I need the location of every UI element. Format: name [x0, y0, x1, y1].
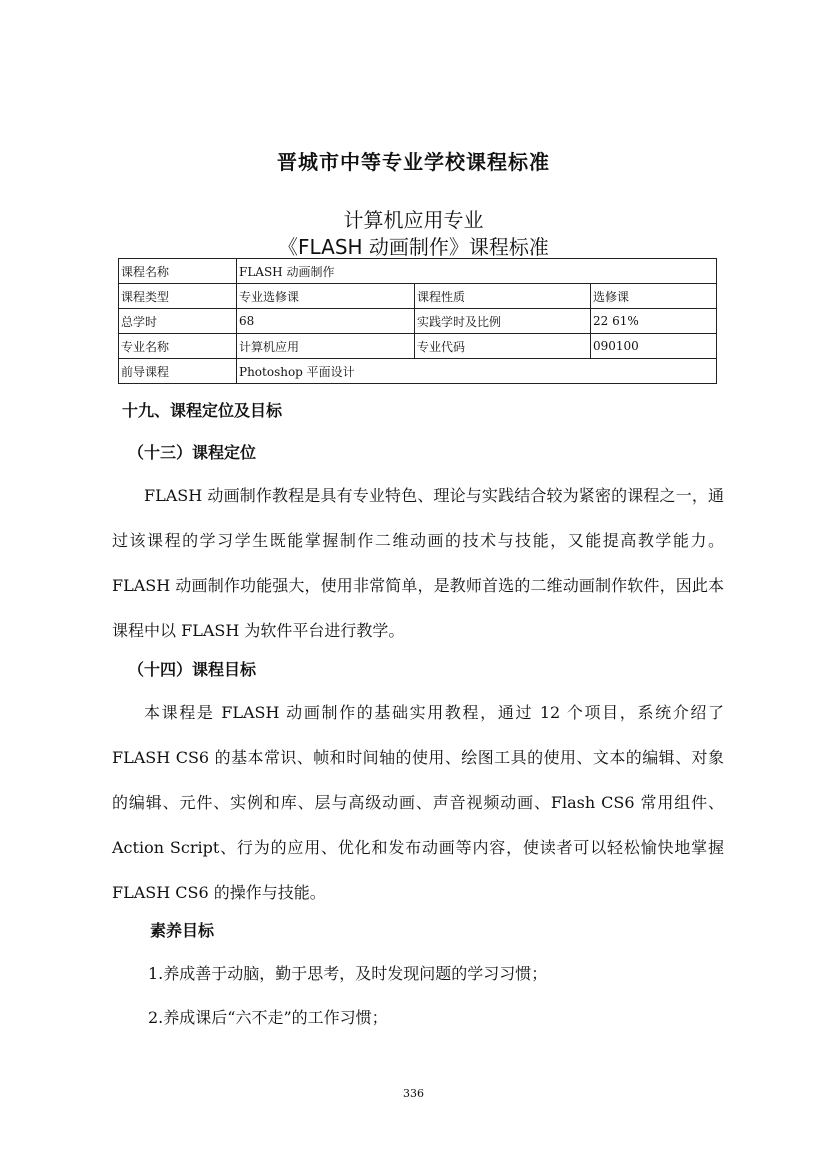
table-row — [119, 359, 717, 384]
table-cell: 计算机应用 — [237, 334, 415, 359]
table-cell: FLASH 动画制作 — [237, 259, 717, 284]
table-cell: 专业代码 — [415, 334, 591, 359]
table-row — [119, 309, 717, 334]
literacy-heading: 素养目标 — [150, 921, 215, 940]
table-cell: 选修课 — [591, 284, 717, 309]
course-subtitle: 《FLASH 动画制作》课程标准 — [278, 235, 549, 259]
table-cell: 前导课程 — [119, 359, 237, 384]
document-title: 晋城市中等专业学校课程标准 — [277, 150, 550, 174]
table-row — [119, 334, 717, 359]
section-heading: 十九、课程定位及目标 — [122, 401, 283, 420]
table-cell: 专业选修课 — [237, 284, 415, 309]
subsection-heading-objectives: （十四）课程目标 — [128, 660, 257, 679]
objectives-paragraph: 本课程是 FLASH 动画制作的基础实用教程，通过 12 个项目，系统介绍了 FLASH CS6 的基本常识、帧和时间轴的使用、绘图工具的使用、文本的编辑、对象的编辑、元件、实例和库、层与高级动画、声音视频动画、Flash CS6 常用组件、Action Script、行为的应用、优化和发布动画等内容，使读者可以轻松愉快地掌握 FLASH CS6 的操作与技能。 — [112, 703, 724, 902]
course-info-table — [118, 258, 717, 384]
table-cell: 090100 — [591, 334, 717, 359]
page-number: 336 — [403, 1087, 424, 1100]
table-cell: Photoshop 平面设计 — [237, 359, 717, 384]
table-row — [119, 259, 717, 284]
subsection-heading-positioning: （十三）课程定位 — [128, 443, 257, 462]
table-cell: 课程性质 — [415, 284, 591, 309]
table-cell: 22 61% — [591, 309, 717, 334]
table-cell: 总学时 — [119, 309, 237, 334]
list-item: 1.养成善于动脑，勤于思考，及时发现问题的学习习惯； — [148, 964, 548, 983]
major-subtitle: 计算机应用专业 — [343, 208, 484, 232]
table-row — [119, 284, 717, 309]
table-cell: 课程类型 — [119, 284, 237, 309]
table-cell: 课程名称 — [119, 259, 237, 284]
table-cell: 68 — [237, 309, 415, 334]
table-cell: 实践学时及比例 — [415, 309, 591, 334]
list-item: 2.养成课后“六不走”的工作习惯； — [148, 1008, 388, 1027]
positioning-paragraph: FLASH 动画制作教程是具有专业特色、理论与实践结合较为紧密的课程之一，通过该课程的学习学生既能掌握制作二维动画的技术与技能，又能提高教学能力。FLASH 动画制作功能强大，使用非常简单，是教师首选的二维动画制作软件，因此本课程中以 FLASH 为软件平台进行教学。 — [112, 486, 724, 640]
table-cell: 专业名称 — [119, 334, 237, 359]
